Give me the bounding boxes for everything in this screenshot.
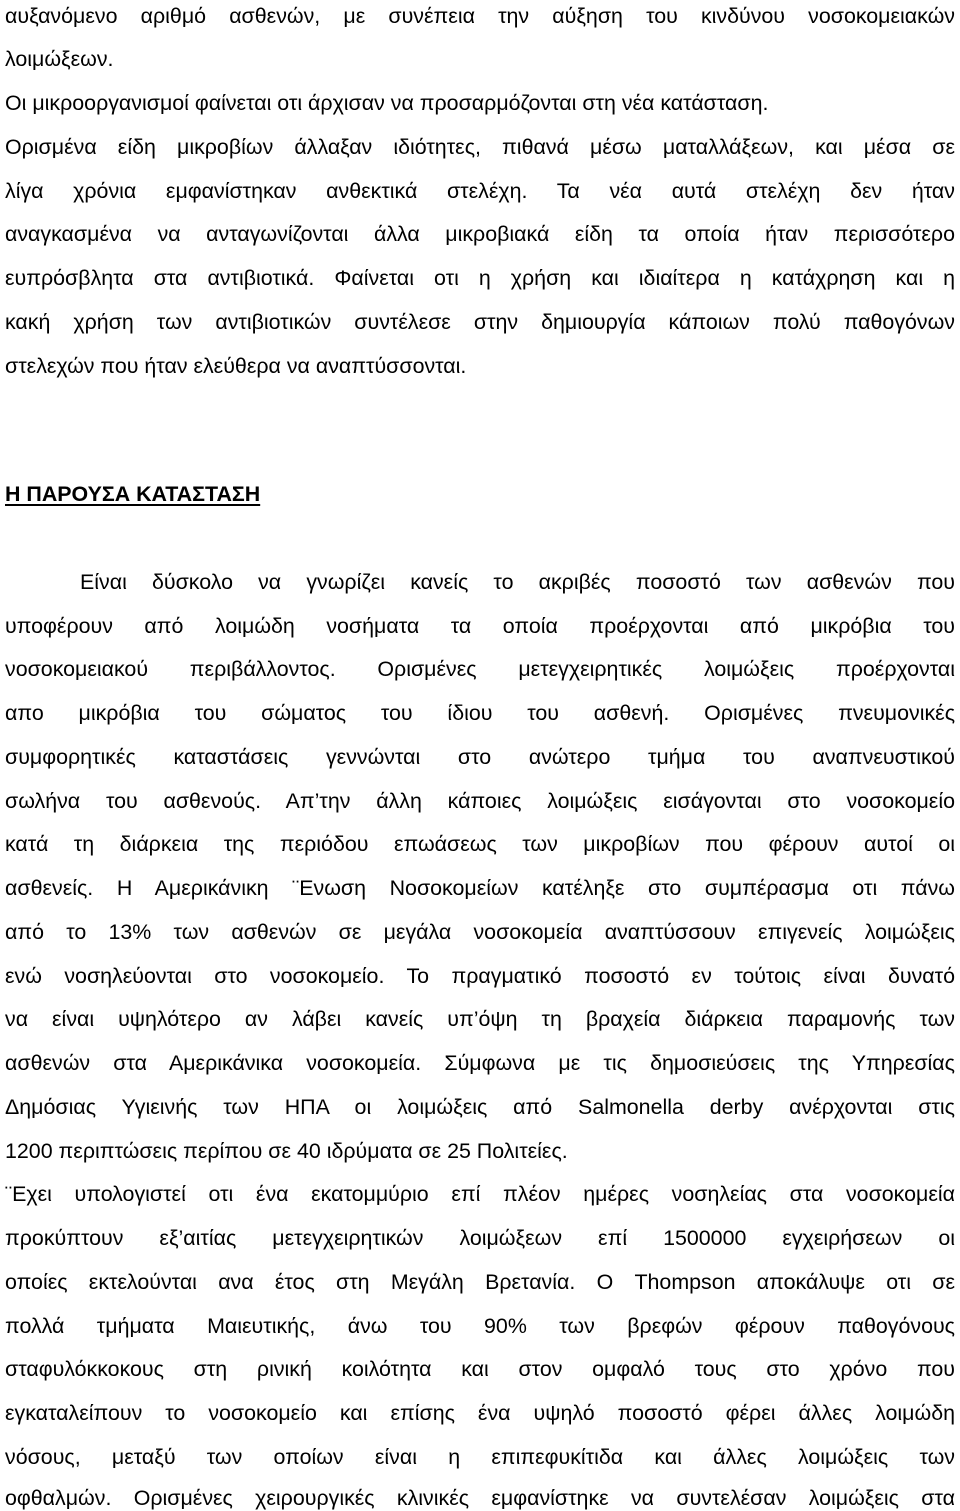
text-line: σταφυλόκκοκους στη ρινική κοιλότητα και στον ομφαλό τους στο χρόνο που	[5, 1357, 955, 1381]
text-line: ¨Εχει υπολογιστεί οτι ένα εκατομμύριο επί πλέον ημέρες νοσηλείας στα νοσοκομεία	[5, 1182, 955, 1206]
text-line: ασθενείς. Η Αμερικάνικη ¨Ενωση Νοσοκομείων κατέληξε στο συμπέρασμα οτι πάνω	[5, 876, 955, 900]
text-line: αυξανόμενο αριθμό ασθενών, με συνέπεια την αύξηση του κινδύνου νοσοκομειακών	[5, 4, 955, 28]
text-line: από το 13% των ασθενών σε μεγάλα νοσοκομεία αναπτύσσουν επιγενείς λοιμώξεις	[5, 920, 955, 944]
text-line: ενώ νοσηλεύονται στο νοσοκομείο. Το πραγματικό ποσοστό εν τούτοις είναι δυνατό	[5, 964, 955, 988]
text-line: νόσους, μεταξύ των οποίων είναι η επιπεφυκίτιδα και άλλες λοιμώξεις των	[5, 1445, 955, 1469]
text-line: νοσοκομειακού περιβάλλοντος. Ορισμένες μετεγχειρητικές λοιμώξεις προέρχονται	[5, 657, 955, 681]
text-line: πολλά τμήματα Μαιευτικής, άνω του 90% των βρεφών φέρουν παθογόνους	[5, 1314, 955, 1338]
text-line: Είναι δύσκολο να γνωρίζει κανείς το ακριβές ποσοστό των ασθενών που	[80, 570, 955, 594]
text-line: Οι μικροοργανισμοί φαίνεται οτι άρχισαν να προσαρμόζονται στη νέα κατάσταση.	[5, 91, 769, 115]
text-line: ασθενών στα Αμερικάνικα νοσοκομεία. Σύμφωνα με τις δημοσιεύσεις της Υπηρεσίας	[5, 1051, 955, 1075]
text-line: να είναι υψηλότερο αν λάβει κανείς υπ’όψη τη βραχεία διάρκεια παραμονής των	[5, 1007, 955, 1031]
text-line: λίγα χρόνια εμφανίστηκαν ανθεκτικά στελέχη. Τα νέα αυτά στελέχη δεν ήταν	[5, 179, 955, 203]
text-line: ευπρόσβλητα στα αντιβιοτικά. Φαίνεται οτι η χρήση και ιδιαίτερα η κατάχρηση και η	[5, 266, 955, 290]
text-line: λοιμώξεων.	[5, 47, 114, 71]
text-line: σωλήνα του ασθενούς. Απ’την άλλη κάποιες λοιμώξεις εισάγονται στο νοσοκομείο	[5, 789, 955, 813]
text-line: εγκαταλείπουν το νοσοκομείο και επίσης ένα υψηλό ποσοστό φέρει άλλες λοιμώδη	[5, 1401, 955, 1425]
section-heading: Η ΠΑΡΟΥΣΑ ΚΑΤΑΣΤΑΣΗ	[5, 482, 261, 506]
text-line: Ορισμένα είδη μικροβίων άλλαξαν ιδιότητες, πιθανά μέσω ματαλλάξεων, και μέσα σε	[5, 135, 955, 159]
text-line: αναγκασμένα να ανταγωνίζονται άλλα μικροβιακά είδη τα οποία ήταν περισσότερο	[5, 222, 955, 246]
text-line: 1200 περιπτώσεις περίπου σε 40 ιδρύματα σε 25 Πολιτείες.	[5, 1139, 568, 1163]
text-line: κακή χρήση των αντιβιοτικών συντέλεσε στην δημιουργία κάποιων πολύ παθογόνων	[5, 310, 955, 334]
text-line: οφθαλμών. Ορισμένες χειρουργικές κλινικές εμφανίστηκε να συντελέσαν λοιμώξεις στα	[5, 1486, 955, 1510]
text-line: στελεχών που ήταν ελεύθερα να αναπτύσσονται.	[5, 354, 467, 378]
text-line: συμφορητικές καταστάσεις γεννώνται στο ανώτερο τμήμα του αναπνευστικού	[5, 745, 955, 769]
text-line: οποίες εκτελούνται ανα έτος στη Μεγάλη Βρετανία. Ο Thompson αποκάλυψε οτι σε	[5, 1270, 955, 1294]
text-line: προκύπτουν εξ’αιτίας μετεγχειρητικών λοιμώξεων επί 1500000 εγχειρήσεων οι	[5, 1226, 955, 1250]
text-line: κατά τη διάρκεια της περιόδου επωάσεως των μικροβίων που φέρουν αυτοί οι	[5, 832, 955, 856]
text-line: Δημόσιας Υγιεινής των ΗΠΑ οι λοιμώξεις από Salmonella derby ανέρχονται στις	[5, 1095, 955, 1119]
text-line: υποφέρουν από λοιμώδη νοσήματα τα οποία προέρχονται από μικρόβια του	[5, 614, 955, 638]
text-line: απο μικρόβια του σώματος του ίδιου του ασθενή. Ορισμένες πνευμονικές	[5, 701, 955, 725]
